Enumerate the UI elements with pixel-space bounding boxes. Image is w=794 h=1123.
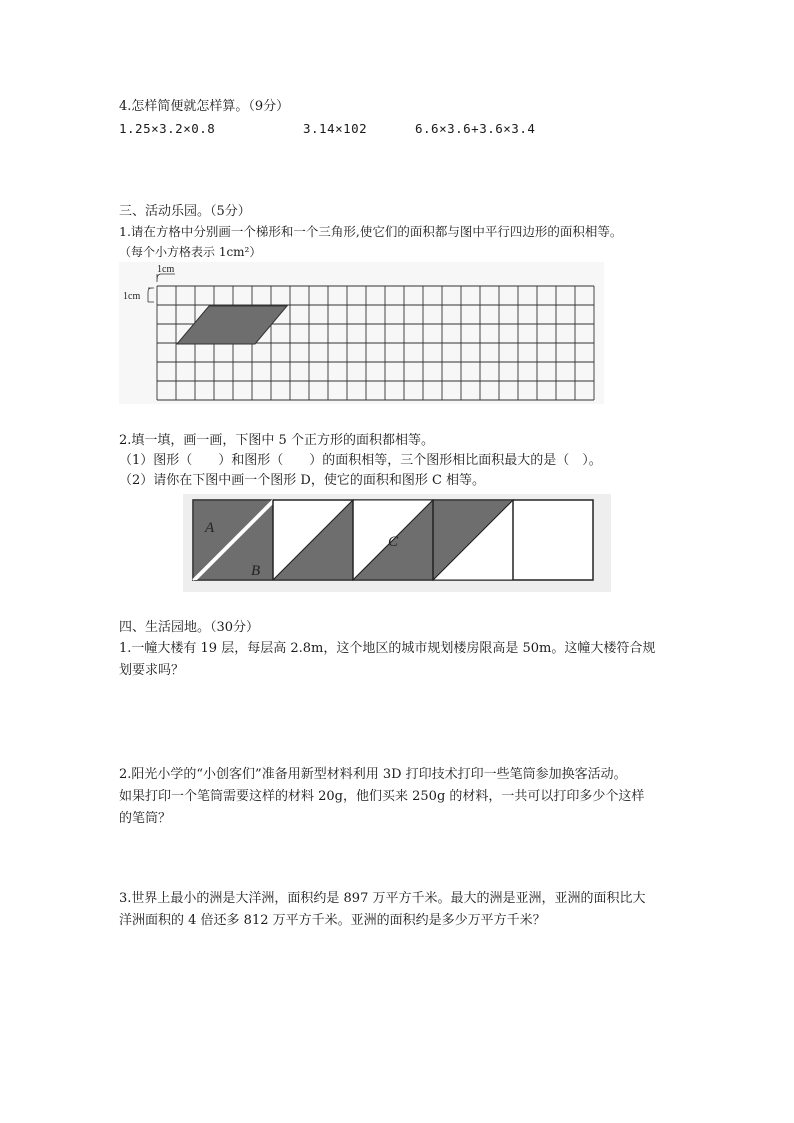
section3-q2-sub2: （2）请你在下图中画一个图形 D，使它的面积和图形 C 相等。 <box>119 473 486 488</box>
expression-3: 6.6×3.6+3.6×3.4 <box>415 121 536 136</box>
section4-q2-line3: 的笔筒？ <box>119 811 172 826</box>
section3-q1-text: 1.请在方格中分别画一个梯形和一个三角形,使它们的面积都与图中平行四边形的面积相等。 <box>119 224 623 239</box>
section4-heading: 四、生活园地。（30分） <box>119 620 260 635</box>
section4-q2-line2: 如果打印一个笔筒需要这样的材料 20g，他们买来 250g 的材料，一共可以打印多少个这样 <box>119 789 645 804</box>
section4-q1-line1: 1.一幢大楼有 19 层，每层高 2.8m，这个地区的城市规划楼房限高是 50m。这幢大楼符合规 <box>119 641 656 656</box>
section3-q2-sub1: （1）图形（ ）和图形（ ）的面积相等，三个图形相比面积最大的是（ ）。 <box>119 453 602 468</box>
grid-figure <box>119 262 604 404</box>
expression-1: 1.25×3.2×0.8 <box>119 121 216 136</box>
expression-2: 3.14×102 <box>303 121 368 136</box>
label-a: A <box>205 520 215 536</box>
squares-figure <box>183 494 611 592</box>
label-b: B <box>251 563 261 579</box>
q4-heading: 4.怎样简便就怎样算。（9分） <box>119 99 290 114</box>
section4-q2-line1: 2.阳光小学的“小创客们”准备用新型材料利用 3D 打印技术打印一些笔筒参加换客活动。 <box>119 767 627 782</box>
section3-q1-note: （每个小方格表示 1cm²） <box>119 245 262 259</box>
unit-label-top: 1cm <box>157 264 175 275</box>
section3-q2-text: 2.填一填，画一画，下图中 5 个正方形的面积都相等。 <box>119 433 434 448</box>
label-c: C <box>388 534 399 550</box>
section3-heading: 三、活动乐园。（5分） <box>119 204 251 219</box>
unit-label-left: 1cm <box>123 291 141 302</box>
section4-q3-line2: 洋洲面积的 4 倍还多 812 万平方千米。亚洲的面积约是多少万平方千米？ <box>119 913 546 928</box>
section4-q1-line2: 划要求吗？ <box>119 663 185 678</box>
section4-q3-line1: 3.世界上最小的洲是大洋洲，面积约是 897 万平方千米。最大的洲是亚洲，亚洲的面积比大 <box>119 891 646 906</box>
